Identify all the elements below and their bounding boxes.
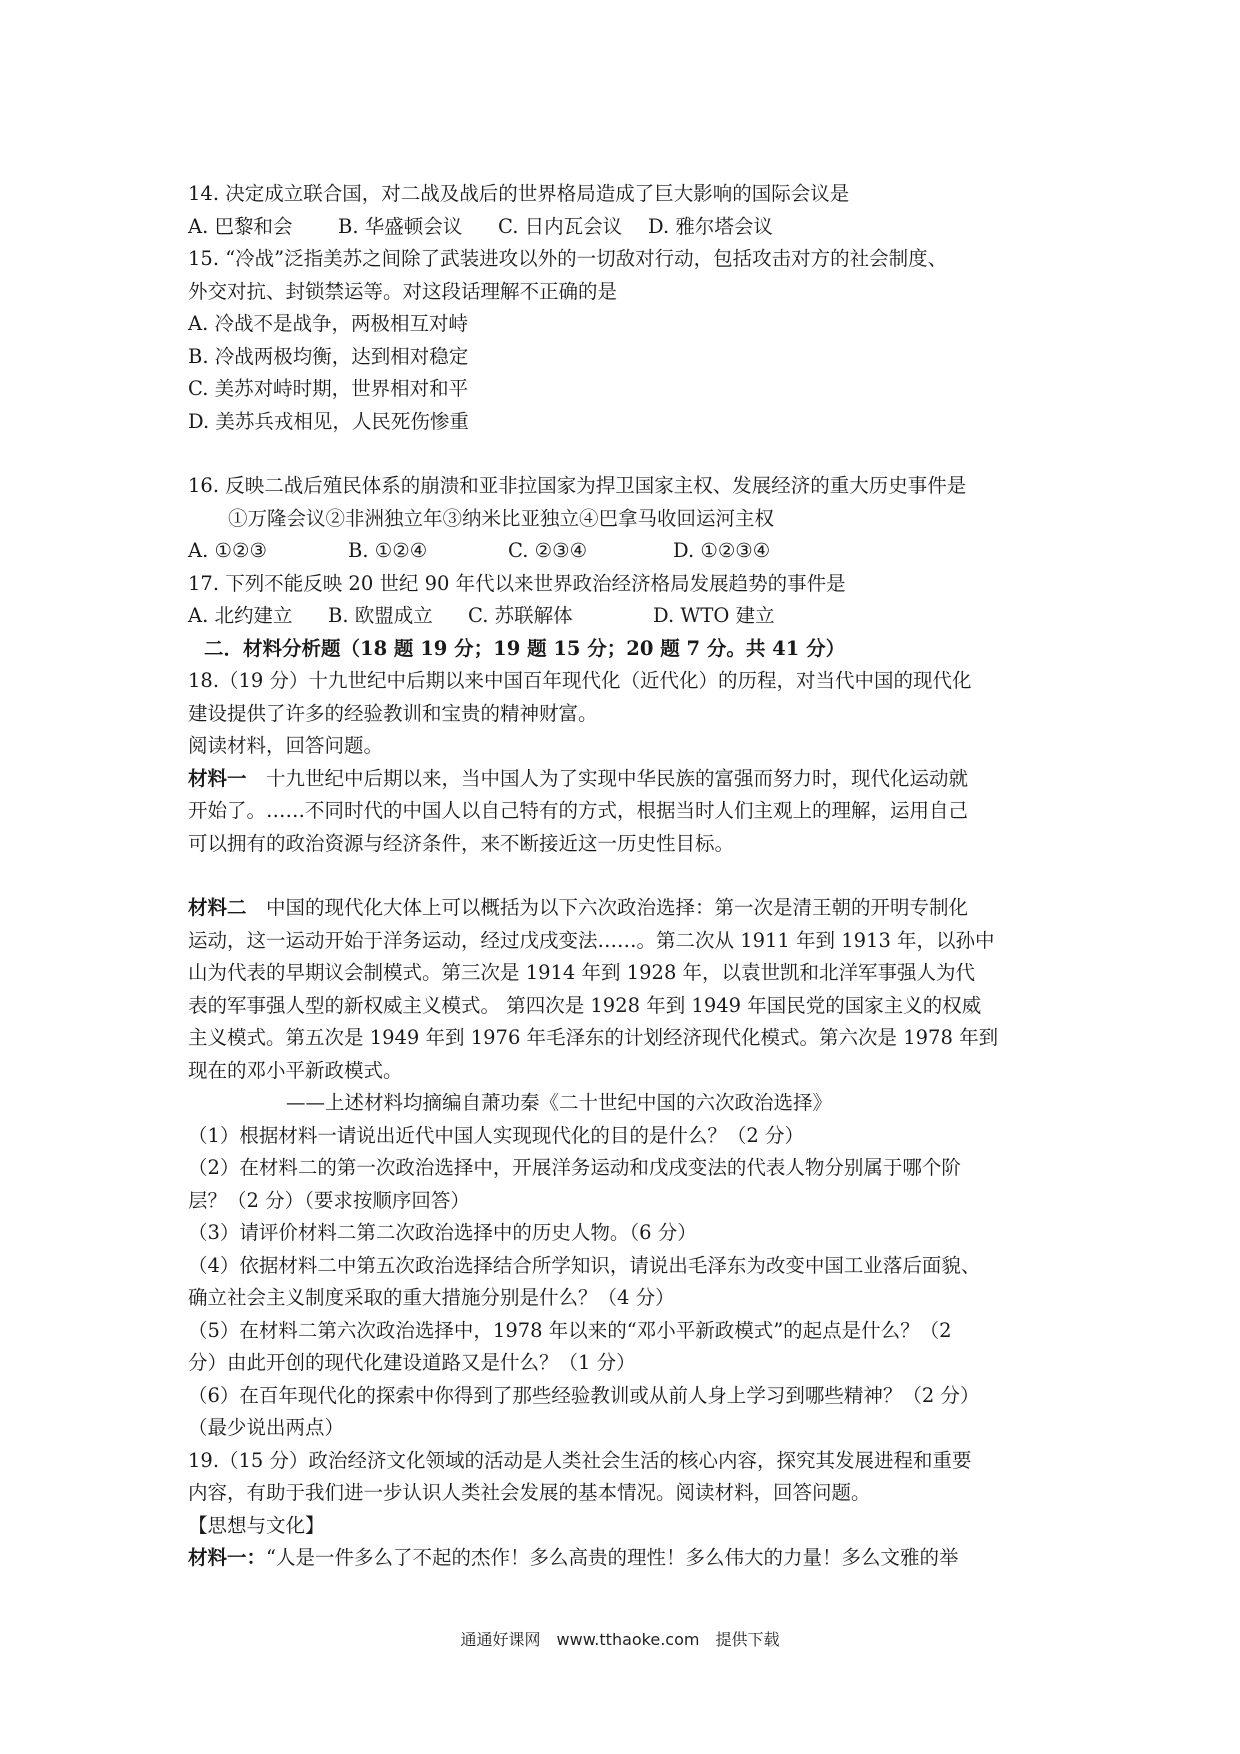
question-15-stem-line1: 15. “冷战”泛指美苏之间除了武装进攻以外的一切敌对行动，包括攻击对方的社会制度、 bbox=[188, 247, 948, 270]
question-17-stem: 17. 下列不能反映 20 世纪 90 年代以来世界政治经济格局发展趋势的事件是 bbox=[188, 571, 846, 595]
question-15-stem-line2: 外交对抗、封锁禁运等。对这段话理解不正确的是 bbox=[188, 279, 618, 303]
material-2-line4: 表的军事强人型的新权威主义模式。 第四次是 1928 年到 1949 年国民党的国家主义的权威 bbox=[188, 993, 982, 1017]
question-18-instruction: 阅读材料，回答问题。 bbox=[188, 734, 384, 757]
material-label: 材料一 bbox=[188, 766, 247, 790]
material-label: 材料二 bbox=[188, 896, 247, 919]
question-16-stem: 16. 反映二战后殖民体系的崩溃和亚非拉国家为捍卫国家主权、发展经济的重大历史事件是 bbox=[188, 474, 967, 497]
material-text: 中国的现代化大体上可以概括为以下六次政治选择：第一次是清王朝的开明专制化 bbox=[266, 896, 969, 919]
sub-question-6-line2: （最少说出两点） bbox=[188, 1416, 345, 1439]
sub-question-6-line1: （6）在百年现代化的探索中你得到了那些经验教训或从前人身上学习到哪些精神？（2 分） bbox=[188, 1383, 980, 1407]
option-b: B. 华盛顿会议 bbox=[338, 214, 463, 238]
question-19-topic: 【思想与文化】 bbox=[188, 1513, 325, 1537]
material-text: 十九世纪中后期以来，当中国人为了实现中华民族的富强而努力时，现代化运动就 bbox=[266, 766, 969, 790]
option-d: D. 美苏兵戎相见，人民死伤惨重 bbox=[188, 409, 469, 433]
material-text: “人是一件多么了不起的杰作！多么高贵的理性！多么伟大的力量！多么文雅的举 bbox=[266, 1546, 959, 1569]
question-19-intro-line1: 19.（15 分）政治经济文化领域的活动是人类社会生活的核心内容，探究其发展进程和重要 bbox=[188, 1448, 972, 1472]
material-1-line1 bbox=[188, 763, 1068, 796]
option-c: C. 美苏对峙时期，世界相对和平 bbox=[188, 377, 469, 400]
option-b: B. 冷战两极均衡，达到相对稳定 bbox=[188, 344, 469, 368]
material-1-line3: 可以拥有的政治资源与经济条件，来不断接近这一历史性目标。 bbox=[188, 831, 735, 855]
material-2-line6: 现在的邓小平新政模式。 bbox=[188, 1058, 403, 1082]
option-c: C. ②③④ bbox=[508, 539, 588, 562]
option-d: D. ①②③④ bbox=[673, 539, 771, 562]
option-a: A. ①②③ bbox=[188, 539, 267, 562]
sub-question-2-line1: （2）在材料二的第一次政治选择中，开展洋务运动和戊戌变法的代表人物分别属于哪个阶 bbox=[188, 1156, 961, 1179]
material-2-line1 bbox=[188, 892, 1068, 925]
material-2-line3: 山为代表的早期议会制模式。第三次是 1914 年到 1928 年，以袁世凯和北洋军事强人为代 bbox=[188, 961, 976, 984]
question-14-stem: 14. 决定成立联合国，对二战及战后的世界格局造成了巨大影响的国际会议是 bbox=[188, 182, 850, 205]
option-a: A. 北约建立 bbox=[188, 604, 293, 627]
material-2-line5: 主义模式。第五次是 1949 年到 1976 年毛泽东的计划经济现代化模式。第六次是 1978 年到 bbox=[188, 1026, 999, 1049]
question-19-material-1 bbox=[188, 1542, 1068, 1575]
option-c: C. 日内瓦会议 bbox=[498, 214, 623, 238]
sub-question-5-line2: 分）由此开创的现代化建设道路又是什么？（1 分） bbox=[188, 1351, 636, 1374]
option-a: A. 巴黎和会 bbox=[188, 214, 293, 238]
material-1-line2: 开始了。……不同时代的中国人以自己特有的方式，根据当时人们主观上的理解，运用自己 bbox=[188, 799, 969, 822]
question-17-options bbox=[188, 600, 1068, 633]
option-b: B. 欧盟成立 bbox=[328, 604, 433, 627]
page-footer: 通通好课网 www.tthaoke.com 提供下载 bbox=[460, 1630, 780, 1649]
question-18-intro-line2: 建设提供了许多的经验教训和宝贵的精神财富。 bbox=[188, 701, 598, 725]
question-16-options bbox=[188, 535, 1068, 568]
option-a: A. 冷战不是战争，两极相互对峙 bbox=[188, 312, 468, 335]
sub-question-4-line2: 确立社会主义制度采取的重大措施分别是什么？（4 分） bbox=[188, 1286, 675, 1309]
material-label: 材料一： bbox=[188, 1546, 267, 1569]
section-title: 二．材料分析题（18 题 19 分；19 题 15 分；20 题 7 分。共 41 分） bbox=[204, 636, 846, 660]
sub-question-4-line1: （4）依据材料二中第五次政治选择结合所学知识，请说出毛泽东为改变中国工业落后面貌、 bbox=[188, 1253, 981, 1277]
question-16-items: ①万隆会议②非洲独立年③纳米比亚独立④巴拿马收回运河主权 bbox=[228, 506, 775, 530]
option-c: C. 苏联解体 bbox=[468, 604, 573, 627]
sub-question-3: （3）请评价材料二第二次政治选择中的历史人物。（6 分） bbox=[188, 1221, 697, 1244]
sub-question-2-line2: 层？（2 分）（要求按顺序回答） bbox=[188, 1188, 470, 1212]
spacer bbox=[188, 438, 1068, 470]
question-19-intro-line2: 内容，有助于我们进一步认识人类社会发展的基本情况。阅读材料，回答问题。 bbox=[188, 1481, 871, 1504]
sub-question-5-line1: （5）在材料二第六次政治选择中，1978 年以来的“邓小平新政模式”的起点是什么？（2 bbox=[188, 1318, 952, 1342]
option-d: D. 雅尔塔会议 bbox=[648, 214, 773, 238]
spacer bbox=[188, 860, 1068, 892]
material-2-line2: 运动，这一运动开始于洋务运动，经过戊戌变法……。第二次从 1911 年到 1913 年，以孙中 bbox=[188, 928, 995, 952]
question-14-options bbox=[188, 211, 1068, 244]
sub-question-1: （1）根据材料一请说出近代中国人实现现代化的目的是什么？（2 分） bbox=[188, 1123, 805, 1147]
exam-page bbox=[188, 178, 1068, 1575]
question-18-intro-line1: 18.（19 分）十九世纪中后期以来中国百年现代化（近代化）的历程，对当代中国的现代化 bbox=[188, 669, 972, 692]
option-d: D. WTO 建立 bbox=[653, 604, 775, 627]
material-source: ——上述材料均摘编自萧功秦《二十世纪中国的六次政治选择》 bbox=[286, 1091, 833, 1114]
option-b: B. ①②④ bbox=[348, 539, 428, 562]
